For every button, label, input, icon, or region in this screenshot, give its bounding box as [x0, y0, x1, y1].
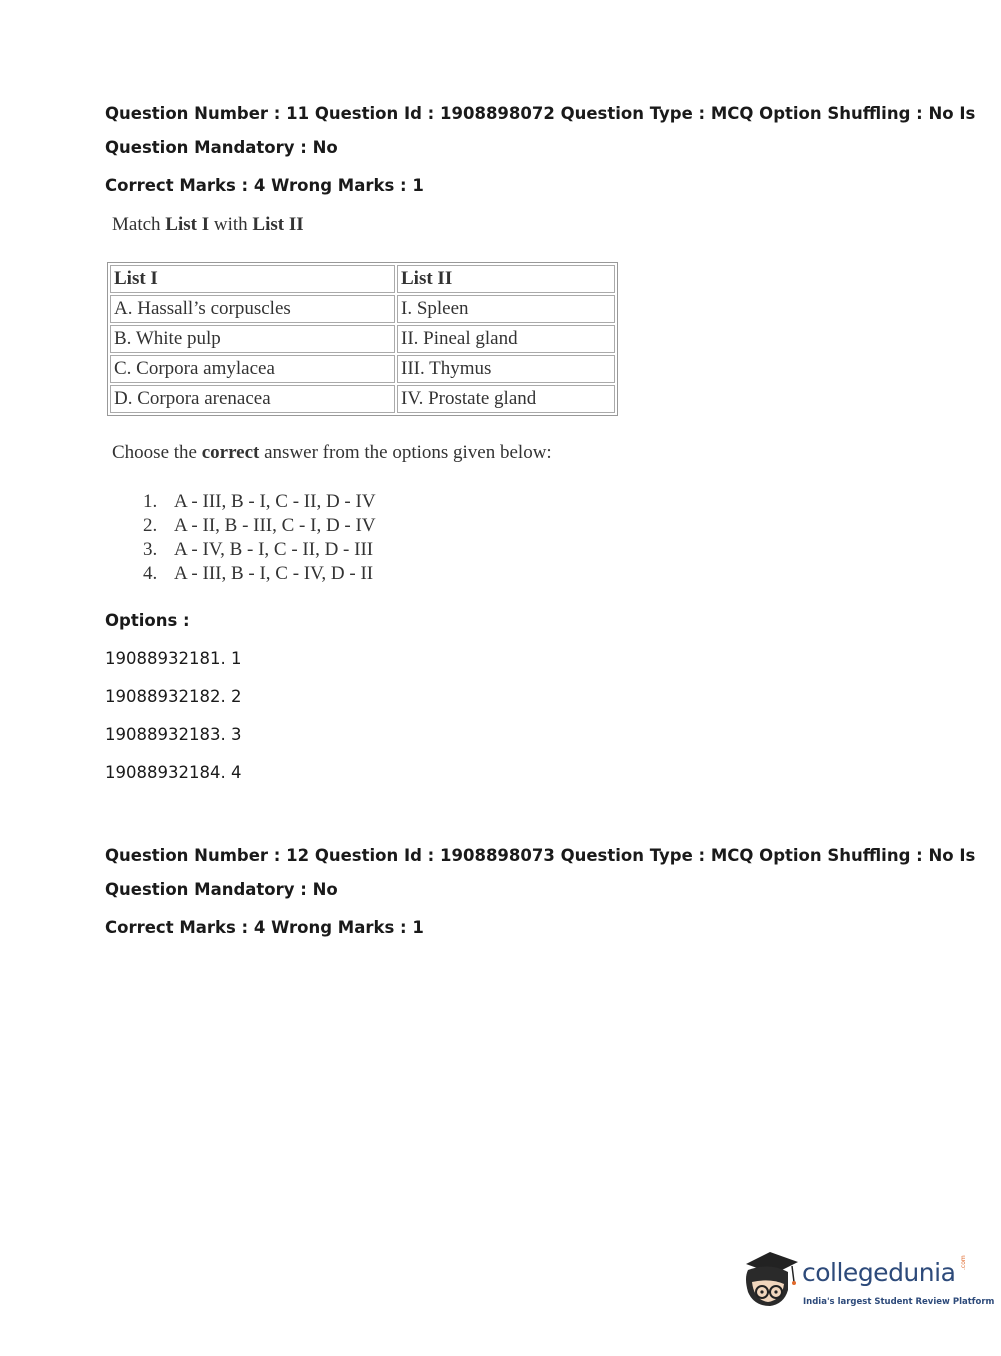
- table-cell: II. Pineal gland: [397, 325, 615, 353]
- q12-marks: Correct Marks : 4 Wrong Marks : 1: [105, 918, 424, 937]
- answer-choice: 2. A - II, B - III, C - I, D - IV: [143, 515, 376, 536]
- table-cell: IV. Prostate gland: [397, 385, 615, 413]
- logo-suffix: .com: [960, 1255, 967, 1270]
- option-item: 19088932182. 2: [105, 687, 242, 706]
- answer-choice: 3. A - IV, B - I, C - II, D - III: [143, 539, 374, 560]
- table-row: [110, 385, 615, 413]
- logo-tagline: India's largest Student Review Platform: [803, 1297, 995, 1307]
- q11-meta-line2: Question Mandatory : No: [105, 138, 338, 157]
- answer-choice: 4. A - III, B - I, C - IV, D - II: [143, 563, 374, 584]
- collegedunia-logo: [740, 1248, 995, 1318]
- table-cell: A. Hassall’s corpuscles: [110, 295, 395, 323]
- q12-meta-line1: Question Number : 12 Question Id : 1908898073 Question Type : MCQ Option Shuffling : No Is: [105, 846, 976, 865]
- option-item: 19088932183. 3: [105, 725, 242, 744]
- table-cell: D. Corpora arenacea: [110, 385, 395, 413]
- table-row: [110, 295, 615, 323]
- mascot-icon: [740, 1248, 802, 1318]
- q12-meta-line2: Question Mandatory : No: [105, 880, 338, 899]
- options-label: Options :: [105, 611, 190, 630]
- match-table: [107, 262, 618, 416]
- match-instruction: Match List I with List II: [112, 214, 304, 235]
- choose-instruction: Choose the correct answer from the options given below:: [112, 442, 552, 463]
- table-header-row: [110, 265, 615, 293]
- table-header-cell: List I: [110, 265, 395, 293]
- q11-meta-line1: Question Number : 11 Question Id : 1908898072 Question Type : MCQ Option Shuffling : No Is: [105, 104, 976, 123]
- table-row: [110, 325, 615, 353]
- table-cell: B. White pulp: [110, 325, 395, 353]
- table-row: [110, 355, 615, 383]
- answer-choice: 1. A - III, B - I, C - II, D - IV: [143, 491, 376, 512]
- option-item: 19088932181. 1: [105, 649, 242, 668]
- option-item: 19088932184. 4: [105, 763, 242, 782]
- logo-wordmark: collegedunia: [802, 1258, 956, 1287]
- q11-marks: Correct Marks : 4 Wrong Marks : 1: [105, 176, 424, 195]
- table-cell: C. Corpora amylacea: [110, 355, 395, 383]
- table-cell: I. Spleen: [397, 295, 615, 323]
- table-header-cell: List II: [397, 265, 615, 293]
- table-cell: III. Thymus: [397, 355, 615, 383]
